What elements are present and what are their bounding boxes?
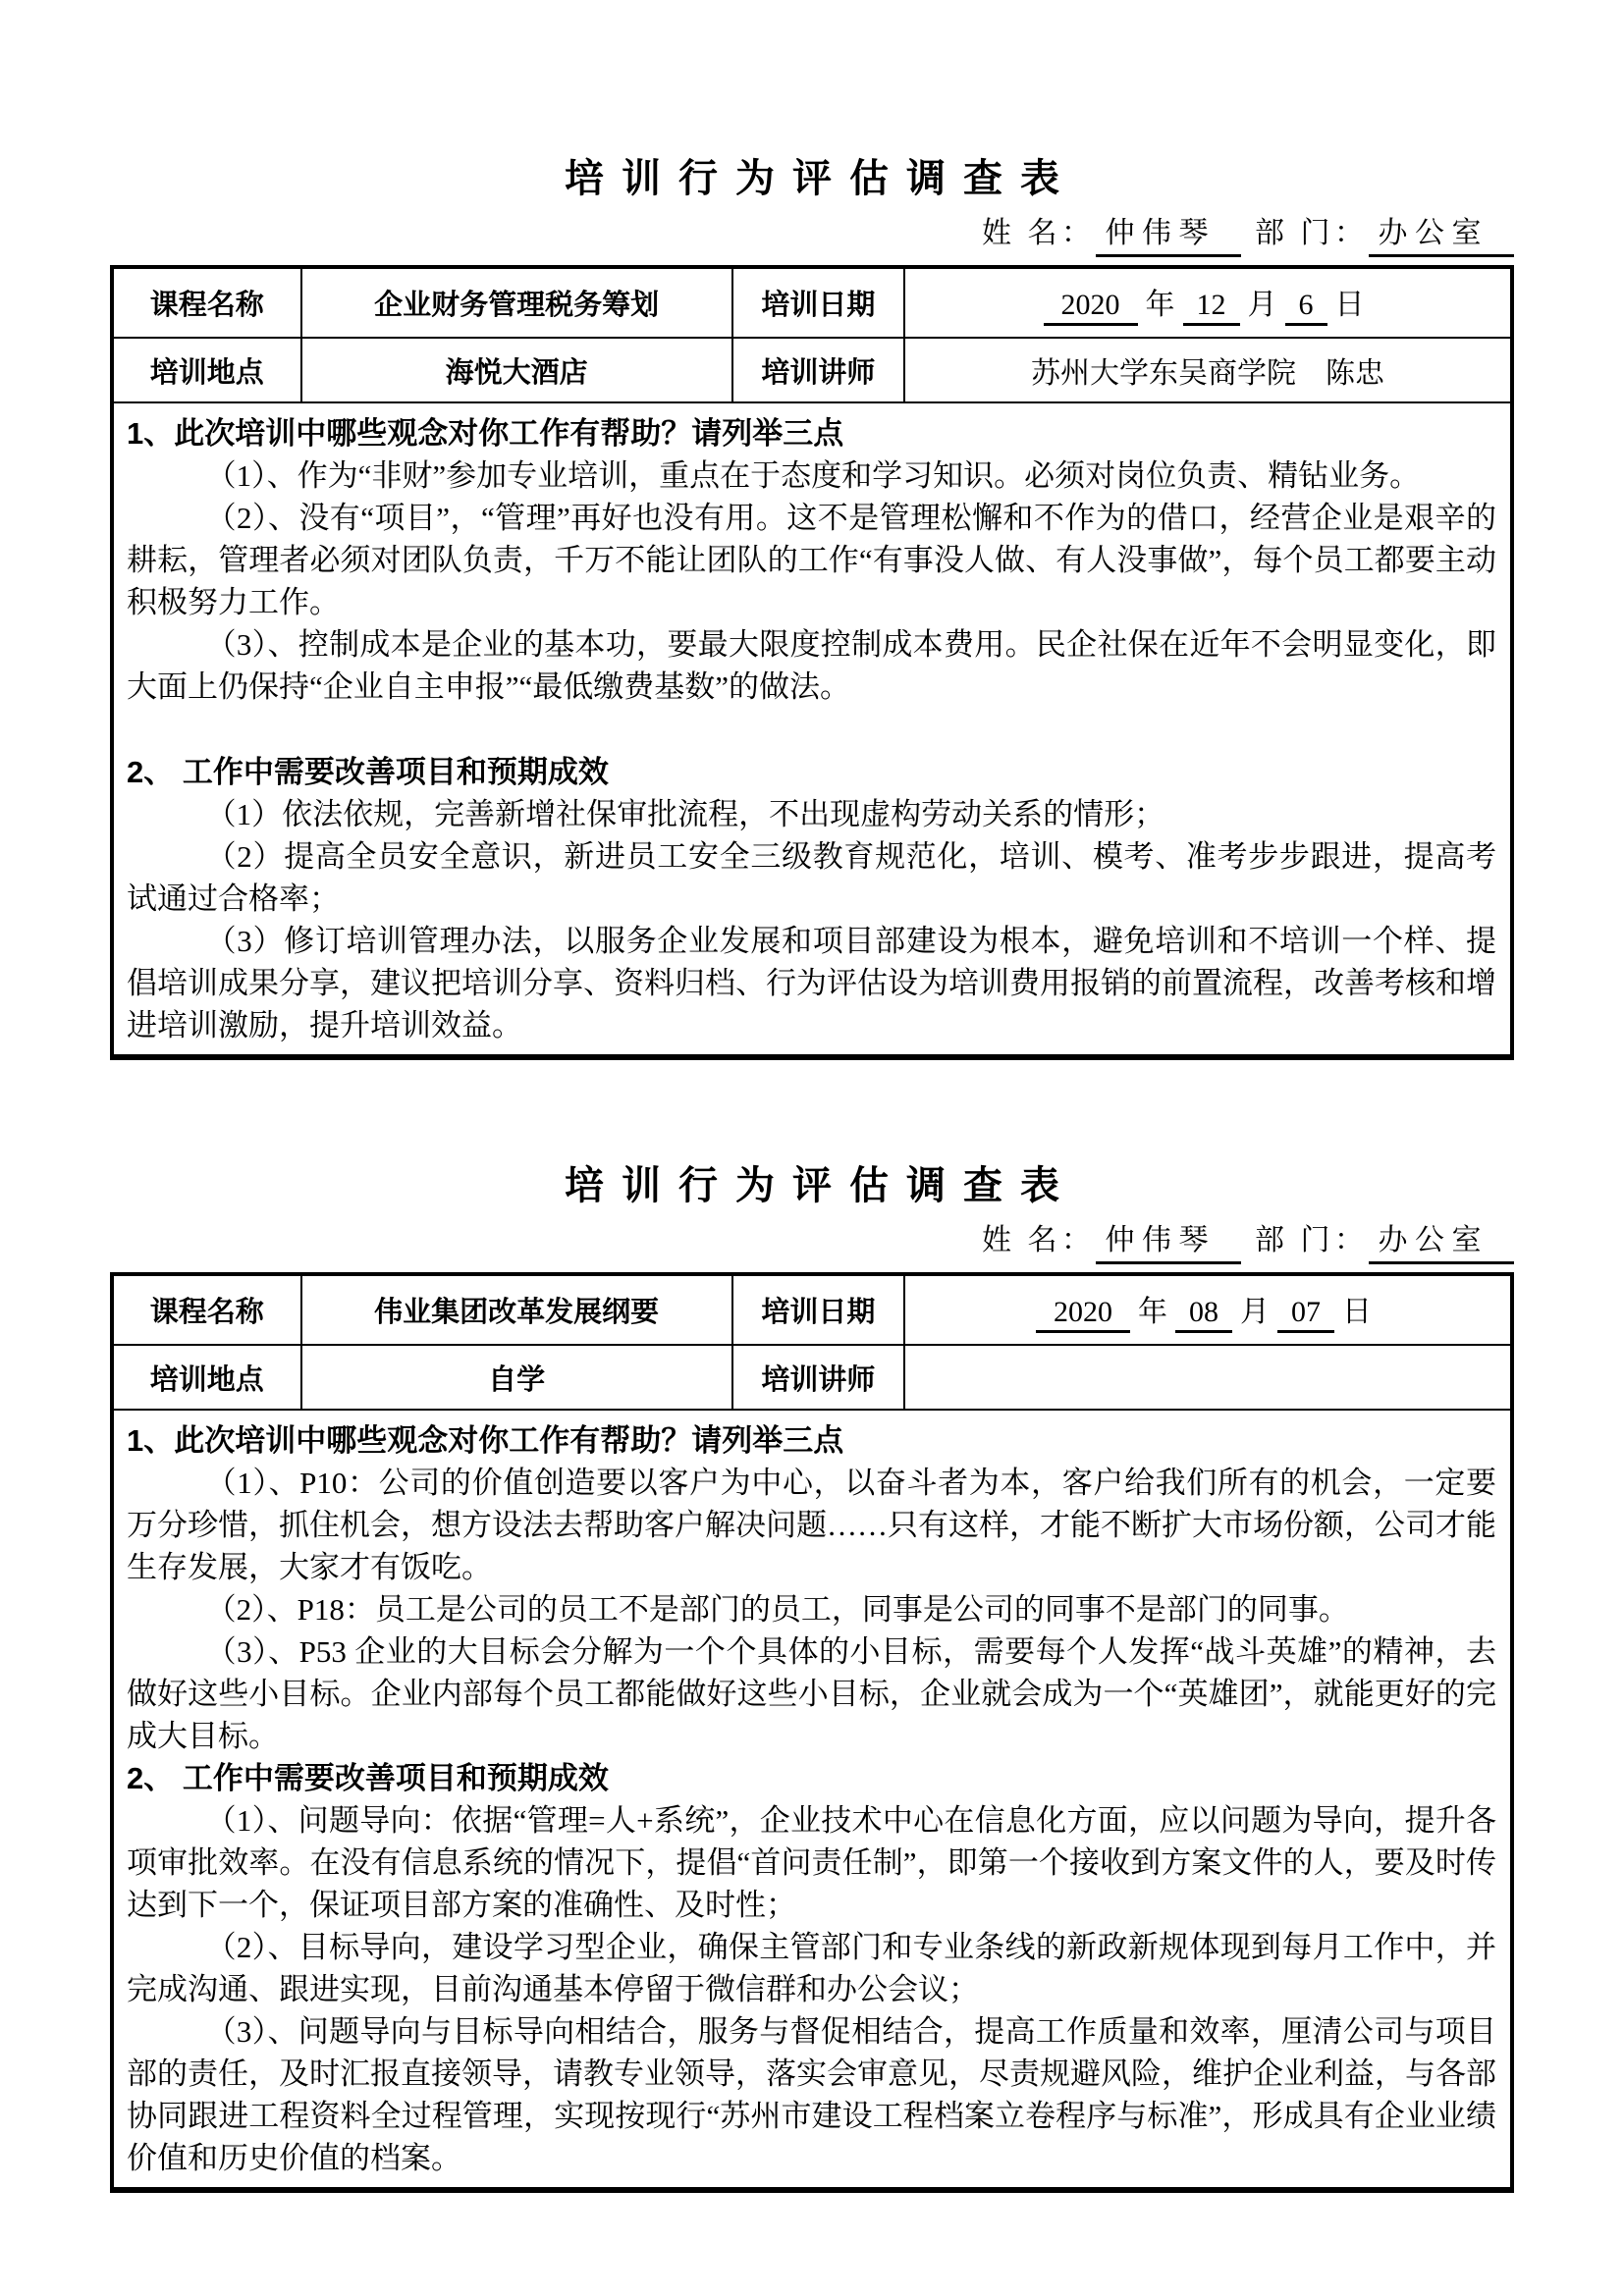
name-dept-line xyxy=(110,214,1514,257)
name-value: 仲伟琴 xyxy=(1096,1221,1242,1264)
form-title: 培训行为评估调查表 xyxy=(565,156,1077,200)
date-year-unit: 年 xyxy=(1145,289,1175,321)
table-row xyxy=(112,1345,1512,1410)
name-value: 仲伟琴 xyxy=(1096,214,1242,257)
instructor-label-cell: 培训讲师 xyxy=(732,338,904,402)
instructor-label-cell: 培训讲师 xyxy=(732,1345,904,1410)
name-dept-line xyxy=(110,1221,1514,1264)
answer-paragraph: （2）提高全员安全意识，新进员工安全三级教育规范化，培训、模考、准考步步跟进，提高考试通过合格率； xyxy=(127,839,1496,916)
date-day: 07 xyxy=(1277,1296,1334,1333)
date-value-cell xyxy=(904,1274,1512,1345)
date-year: 2020 xyxy=(1036,1296,1130,1333)
question-1-header: 1、此次培训中哪些观念对你工作有帮助？请列举三点 xyxy=(127,1423,844,1458)
question-1-header: 1、此次培训中哪些观念对你工作有帮助？请列举三点 xyxy=(127,416,844,451)
name-label: 姓 名： xyxy=(982,1224,1096,1256)
answer-paragraph: （2）、P18：员工是公司的员工不是部门的员工，同事是公司的同事不是部门的同事。 xyxy=(205,1592,1349,1627)
blank-line xyxy=(127,708,1496,751)
answer-paragraph: （3）修订培训管理办法，以服务企业发展和项目部建设为根本，避免培训和不培训一个样、提倡培训成果分享，建议把培训分享、资料归档、行为评估设为培训费用报销的前置流程，改善考核和增进培训激励，提升培训效益。 xyxy=(127,924,1496,1042)
answer-paragraph: （2）、目标导向，建设学习型企业，确保主管部门和专业条线的新政新规体现到每月工作中，并完成沟通、跟进实现，目前沟通基本停留于微信群和办公会议； xyxy=(127,1930,1496,2006)
date-month-unit: 月 xyxy=(1247,289,1277,321)
question-2-header: 2、 工作中需要改善项目和预期成效 xyxy=(127,755,609,789)
course-label-cell: 课程名称 xyxy=(112,1274,301,1345)
location-label-cell: 培训地点 xyxy=(112,338,301,402)
table-row xyxy=(112,267,1512,338)
date-day-unit: 日 xyxy=(1334,289,1365,321)
course-value-cell: 伟业集团改革发展纲要 xyxy=(301,1274,732,1345)
course-label-cell: 课程名称 xyxy=(112,267,301,338)
date-month: 08 xyxy=(1175,1296,1232,1333)
evaluation-form-1 xyxy=(110,155,1514,1060)
course-value-cell: 企业财务管理税务筹划 xyxy=(301,267,732,338)
answer-paragraph: （3）、控制成本是企业的基本功，要最大限度控制成本费用。民企社保在近年不会明显变化，即大面上仍保持“企业自主申报”“最低缴费基数”的做法。 xyxy=(127,627,1496,704)
location-value-cell: 自学 xyxy=(301,1345,732,1410)
dept-value: 办公室 xyxy=(1369,1221,1515,1264)
date-label-cell: 培训日期 xyxy=(732,267,904,338)
responses-box xyxy=(110,1411,1514,2193)
dept-label: 部 门： xyxy=(1255,1224,1369,1256)
date-label-cell: 培训日期 xyxy=(732,1274,904,1345)
instructor-value-cell xyxy=(904,1345,1512,1410)
form-header-table xyxy=(110,1272,1514,1411)
date-month-unit: 月 xyxy=(1240,1296,1271,1328)
name-label: 姓 名： xyxy=(982,217,1096,249)
responses-box xyxy=(110,403,1514,1060)
table-row xyxy=(112,338,1512,402)
location-value-cell: 海悦大酒店 xyxy=(301,338,732,402)
date-month: 12 xyxy=(1183,289,1240,326)
answer-paragraph: （1）、问题导向：依据“管理=人+系统”，企业技术中心在信息化方面，应以问题为导向，提升各项审批效率。在没有信息系统的情况下，提倡“首问责任制”，即第一个接收到方案文件的人，要及时传达到下一个，保证项目部方案的准确性、及时性； xyxy=(127,1803,1496,1922)
date-year-unit: 年 xyxy=(1138,1296,1168,1328)
date-value-cell xyxy=(904,267,1512,338)
answer-paragraph: （3）、问题导向与目标导向相结合，服务与督促相结合，提高工作质量和效率，厘清公司与项目部的责任，及时汇报直接领导，请教专业领导，落实会审意见，尽责规避风险，维护企业利益，与各部协同跟进工程资料全过程管理，实现按现行“苏州市建设工程档案立卷程序与标准”，形成具有企业业绩价值和历史价值的档案。 xyxy=(127,2014,1496,2175)
answer-paragraph: （3）、P53 企业的大目标会分解为一个个具体的小目标，需要每个人发挥“战斗英雄”的精神，去做好这些小目标。企业内部每个员工都能做好这些小目标，企业就会成为一个“英雄团”，就能更好的完成大目标。 xyxy=(127,1634,1496,1753)
location-label-cell: 培训地点 xyxy=(112,1345,301,1410)
answer-paragraph: （1）依法依规，完善新增社保审批流程，不出现虚构劳动关系的情形； xyxy=(205,797,1165,831)
dept-label: 部 门： xyxy=(1255,217,1369,249)
dept-value: 办公室 xyxy=(1369,214,1515,257)
form-title: 培训行为评估调查表 xyxy=(565,1163,1077,1207)
answer-paragraph: （1）、P10：公司的价值创造要以客户为中心，以奋斗者为本，客户给我们所有的机会，一定要万分珍惜，抓住机会，想方设法去帮助客户解决问题……只有这样，才能不断扩大市场份额，公司才能生存发展，大家才有饭吃。 xyxy=(127,1466,1496,1584)
date-day: 6 xyxy=(1285,289,1327,326)
date-day-unit: 日 xyxy=(1342,1296,1373,1328)
answer-paragraph: （2）、没有“项目”，“管理”再好也没有用。这不是管理松懈和不作为的借口，经营企业是艰辛的耕耘，管理者必须对团队负责，千万不能让团队的工作“有事没人做、有人没事做”，每个员工都要主动积极努力工作。 xyxy=(127,501,1496,619)
form-header-table xyxy=(110,265,1514,403)
table-row xyxy=(112,1274,1512,1345)
instructor-value-cell: 苏州大学东吴商学院 陈忠 xyxy=(904,338,1512,402)
date-year: 2020 xyxy=(1044,289,1138,326)
evaluation-form-2 xyxy=(110,1162,1514,2193)
answer-paragraph: （1）、作为“非财”参加专业培训，重点在于态度和学习知识。必须对岗位负责、精钻业务。 xyxy=(205,458,1421,493)
question-2-header: 2、 工作中需要改善项目和预期成效 xyxy=(127,1761,609,1795)
